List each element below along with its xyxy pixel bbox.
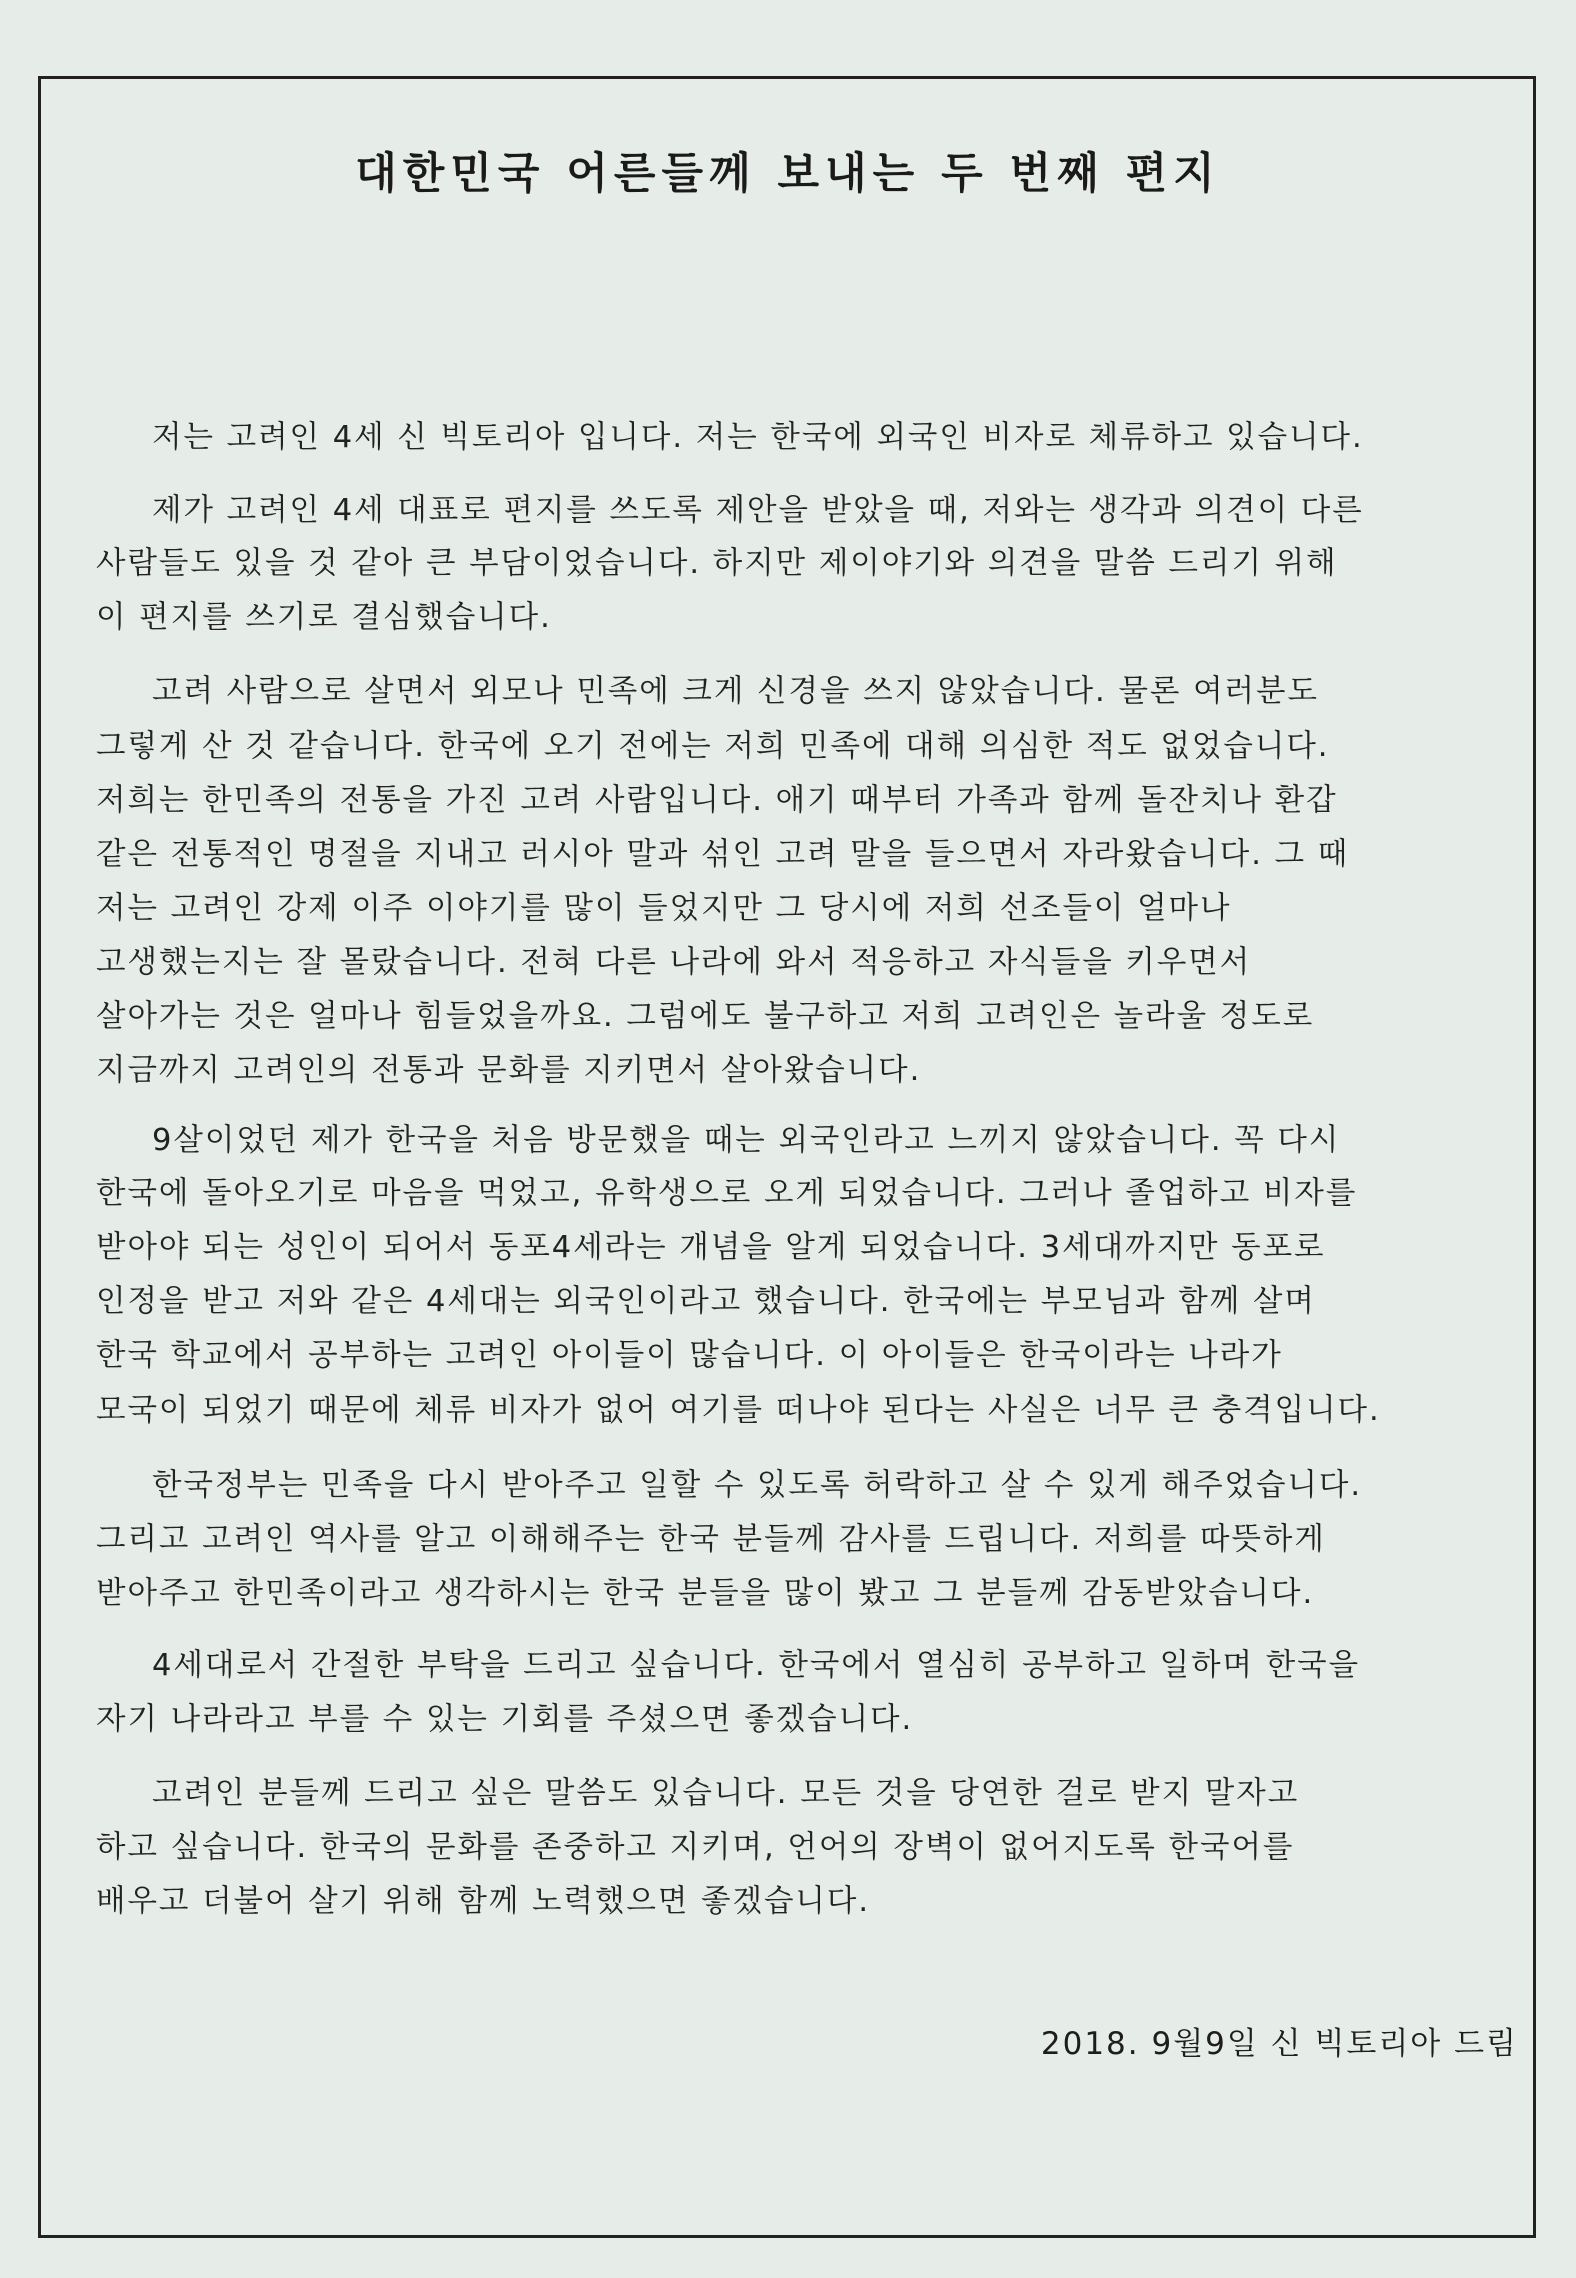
paragraph-3-line-8: 지금까지 고려인의 전통과 문화를 지키면서 살아왔습니다. — [96, 1053, 922, 1088]
letter-title: 대한민국 어른들께 보내는 두 번째 편지 — [355, 149, 1221, 199]
paragraph-7-line-1: 고려인 분들께 드리고 싶은 말씀도 있습니다. 모든 것을 당연한 걸로 받지 말자고 — [152, 1776, 1300, 1811]
paragraph-2-line-3: 이 편지를 쓰기로 결심했습니다. — [96, 600, 552, 635]
paragraph-4-line-4: 인정을 받고 저와 같은 4세대는 외국인이라고 했습니다. 한국에는 부모님과 함께 살며 — [96, 1284, 1316, 1319]
paragraph-3-line-3: 저희는 한민족의 전통을 가진 고려 사람입니다. 애기 때부터 가족과 함께 돌잔치나 환갑 — [96, 783, 1338, 818]
paragraph-1-line-1: 저는 고려인 4세 신 빅토리아 입니다. 저는 한국에 외국인 비자로 체류하고 있습니다. — [152, 420, 1364, 455]
paragraph-5-line-3: 받아주고 한민족이라고 생각하시는 한국 분들을 많이 봤고 그 분들께 감동받았습니다. — [96, 1576, 1315, 1611]
paragraph-3-line-6: 고생했는지는 잘 몰랐습니다. 전혀 다른 나라에 와서 적응하고 자식들을 키우면서 — [96, 945, 1252, 980]
letter-signature: 2018. 9월9일 신 빅토리아 드림 — [1040, 2026, 1518, 2062]
paragraph-2-line-1: 제가 고려인 4세 대표로 편지를 쓰도록 제안을 받았을 때, 저와는 생각과 의견이 다른 — [152, 493, 1364, 528]
paragraph-3-line-2: 그렇게 산 것 같습니다. 한국에 오기 전에는 저희 민족에 대해 의심한 적도 없었습니다. — [96, 729, 1330, 764]
paragraph-4-line-1: 9살이었던 제가 한국을 처음 방문했을 때는 외국인라고 느끼지 않았습니다. 꼭 다시 — [152, 1123, 1341, 1158]
paragraph-7-line-2: 하고 싶습니다. 한국의 문화를 존중하고 지키며, 언어의 장벽이 없어지도록 한국어를 — [96, 1830, 1295, 1865]
paragraph-4-line-2: 한국에 돌아오기로 마음을 먹었고, 유학생으로 오게 되었습니다. 그러나 졸업하고 비자를 — [96, 1176, 1358, 1211]
paragraph-3-line-7: 살아가는 것은 얼마나 힘들었을까요. 그럼에도 불구하고 저희 고려인은 놀라울 정도로 — [96, 999, 1315, 1034]
paragraph-3-line-4: 같은 전통적인 명절을 지내고 러시아 말과 섞인 고려 말을 들으면서 자라왔습니다. 그 때 — [96, 837, 1350, 872]
paragraph-6-line-2: 자기 나라라고 부를 수 있는 기회를 주셨으면 좋겠습니다. — [96, 1702, 914, 1737]
paragraph-3-line-1: 고려 사람으로 살면서 외모나 민족에 크게 신경을 쓰지 않았습니다. 물론 여러분도 — [152, 674, 1319, 709]
paragraph-6-line-1: 4세대로서 간절한 부탁을 드리고 싶습니다. 한국에서 열심히 공부하고 일하며 한국을 — [152, 1648, 1361, 1683]
paragraph-4-line-5: 한국 학교에서 공부하는 고려인 아이들이 많습니다. 이 아이들은 한국이라는 나라가 — [96, 1338, 1283, 1373]
paragraph-5-line-2: 그리고 고려인 역사를 알고 이해해주는 한국 분들께 감사를 드립니다. 저희를 따뜻하게 — [96, 1522, 1326, 1557]
paragraph-3-line-5: 저는 고려인 강제 이주 이야기를 많이 들었지만 그 당시에 저희 선조들이 얼마나 — [96, 891, 1232, 926]
paragraph-4-line-6: 모국이 되었기 때문에 체류 비자가 없어 여기를 떠나야 된다는 사실은 너무 큰 충격입니다. — [96, 1393, 1381, 1428]
paragraph-5-line-1: 한국정부는 민족을 다시 받아주고 일할 수 있도록 허락하고 살 수 있게 해주었습니다. — [152, 1468, 1363, 1503]
paragraph-4-line-3: 받아야 되는 성인이 되어서 동포4세라는 개념을 알게 되었습니다. 3세대까지만 동포로 — [96, 1230, 1326, 1265]
paragraph-7-line-3: 배우고 더불어 살기 위해 함께 노력했으면 좋겠습니다. — [96, 1884, 871, 1919]
paragraph-2-line-2: 사람들도 있을 것 같아 큰 부담이었습니다. 하지만 제이야기와 의견을 말씀 드리기 위해 — [96, 546, 1338, 581]
